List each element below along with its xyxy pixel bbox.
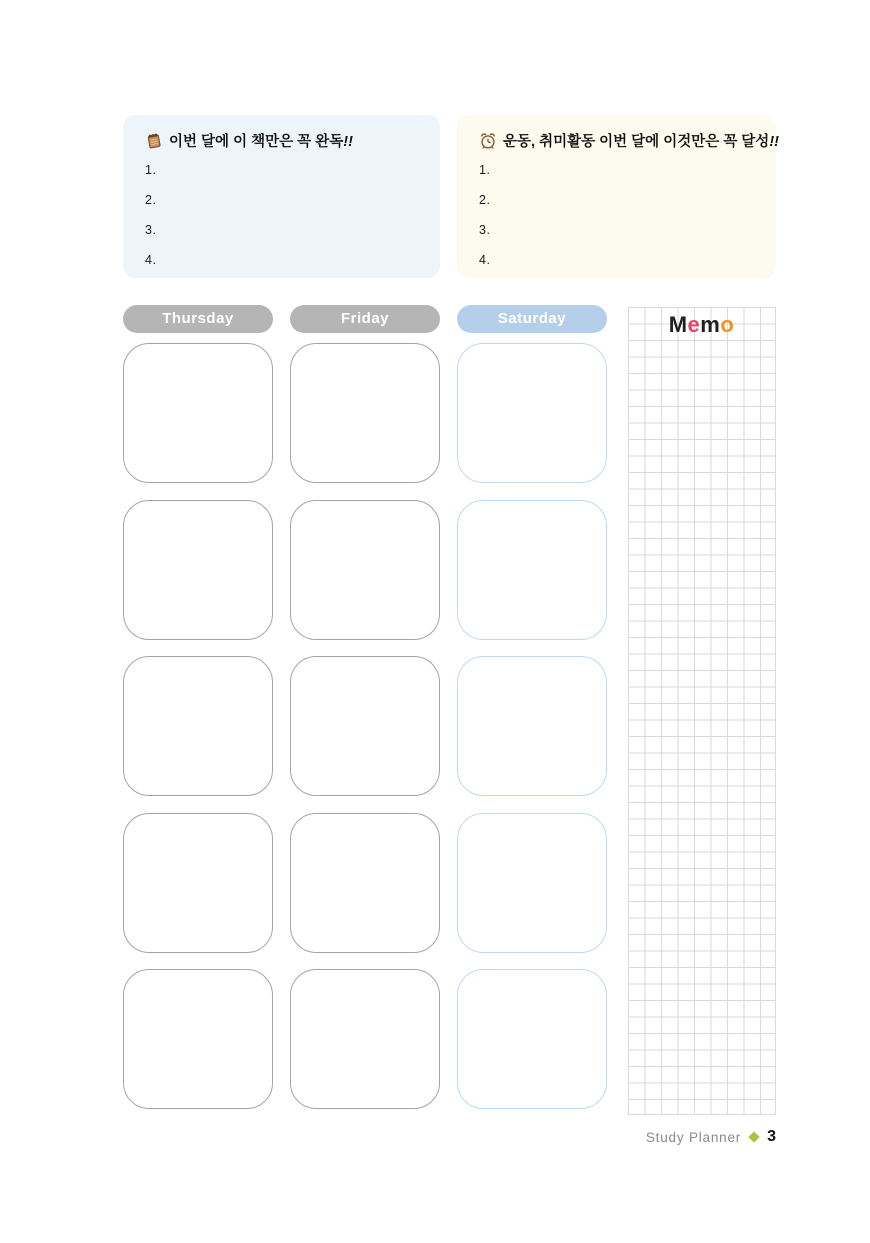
list-number: 1. bbox=[145, 163, 157, 177]
list-number: 3. bbox=[479, 223, 491, 237]
footer-title: Study Planner bbox=[645, 1129, 742, 1145]
day-cells-thursday bbox=[123, 343, 273, 1109]
reading-goal-items bbox=[145, 163, 420, 283]
notepad-icon bbox=[145, 132, 163, 150]
hobby-goal-box bbox=[457, 115, 779, 278]
day-cell bbox=[123, 500, 273, 640]
list-number: 1. bbox=[479, 163, 491, 177]
day-cell bbox=[123, 969, 273, 1109]
page-footer bbox=[646, 1128, 776, 1146]
list-number: 4. bbox=[145, 253, 157, 267]
day-cell bbox=[457, 813, 607, 953]
day-header-friday: Friday bbox=[290, 305, 440, 333]
hobby-goal-title bbox=[479, 130, 779, 151]
day-cells-friday bbox=[290, 343, 440, 1109]
day-column-friday bbox=[290, 305, 440, 1126]
hobby-goal-title-text: 운동, 취미활동 이번 달에 이것만은 꼭 달성!! bbox=[503, 134, 779, 150]
list-number: 2. bbox=[479, 193, 491, 207]
memo-grid-panel bbox=[628, 307, 776, 1115]
list-number: 3. bbox=[145, 223, 157, 237]
day-cell bbox=[123, 656, 273, 796]
reading-goal-box bbox=[123, 115, 440, 278]
day-cell bbox=[290, 656, 440, 796]
day-header-saturday: Saturday bbox=[457, 305, 607, 333]
day-cell bbox=[290, 969, 440, 1109]
day-cell bbox=[290, 343, 440, 483]
reading-goal-title-text: 이번 달에 이 책만은 꼭 완독!! bbox=[169, 134, 353, 150]
day-cell bbox=[290, 813, 440, 953]
alarm-clock-icon bbox=[479, 132, 497, 150]
day-cell bbox=[123, 343, 273, 483]
day-cell bbox=[457, 500, 607, 640]
hobby-goal-items bbox=[479, 163, 756, 283]
day-cell bbox=[457, 343, 607, 483]
day-cell bbox=[123, 813, 273, 953]
day-cell bbox=[457, 969, 607, 1109]
day-column-saturday bbox=[457, 305, 607, 1126]
day-cell bbox=[290, 500, 440, 640]
day-header-thursday: Thursday bbox=[123, 305, 273, 333]
list-number: 4. bbox=[479, 253, 491, 267]
day-cell bbox=[457, 656, 607, 796]
reading-goal-title bbox=[145, 130, 420, 151]
day-cells-saturday bbox=[457, 343, 607, 1109]
list-number: 2. bbox=[145, 193, 157, 207]
day-column-thursday bbox=[123, 305, 273, 1126]
page-number: 3 bbox=[767, 1128, 776, 1145]
memo-title: Memo bbox=[668, 312, 735, 337]
diamond-icon bbox=[748, 1131, 759, 1142]
